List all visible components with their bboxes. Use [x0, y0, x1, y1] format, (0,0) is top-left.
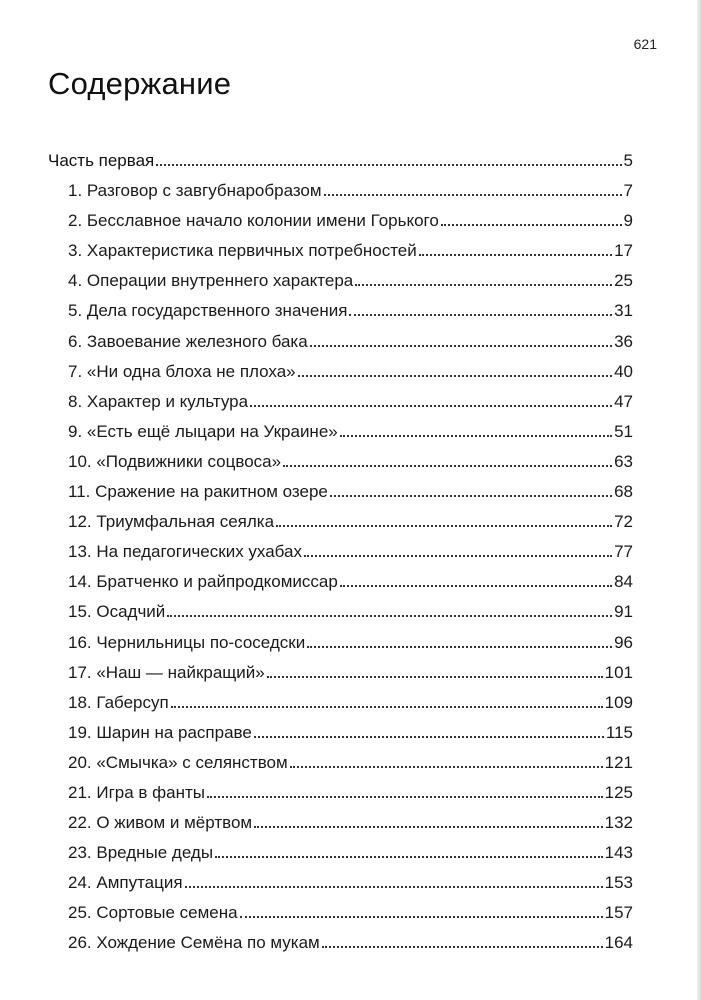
- dot-leader: [419, 254, 612, 256]
- toc-entry-title: 13. На педагогических ухабах: [68, 542, 302, 562]
- dot-leader: [290, 766, 603, 768]
- toc-entry-page-number: 153: [604, 873, 633, 893]
- toc-chapter-entry[interactable]: [48, 718, 633, 748]
- toc-entry-page-number: 164: [604, 933, 633, 953]
- toc-entry-title: 19. Шарин на расправе: [68, 722, 252, 742]
- toc-entry-page-number: 132: [604, 813, 633, 833]
- toc-entry-title: 18. Габерсуп: [68, 692, 169, 712]
- dot-leader: [254, 826, 603, 828]
- toc-chapter-entry[interactable]: [48, 688, 633, 718]
- toc-entry-page-number: 25: [614, 271, 633, 291]
- toc-entry-title: 1. Разговор с завгубнаробразом: [68, 181, 322, 201]
- toc-entry-page-number: 157: [604, 903, 633, 923]
- toc-entry-title: 11. Сражение на ракитном озере: [68, 482, 328, 502]
- toc-chapter-entry[interactable]: [48, 778, 633, 808]
- dot-leader: [304, 555, 612, 557]
- toc-chapter-entry[interactable]: [48, 748, 633, 778]
- toc-entry-title: 25. Сортовые семена: [68, 903, 238, 923]
- toc-chapter-entry[interactable]: [48, 327, 633, 357]
- toc-entry-title: 4. Операции внутреннего характера: [68, 271, 354, 291]
- toc-entry-title: 12. Триумфальная сеялка: [68, 512, 275, 532]
- toc-chapter-entry[interactable]: [48, 658, 633, 688]
- dot-leader: [240, 916, 603, 918]
- page-title: Содержание: [48, 66, 232, 101]
- toc-entry-page-number: 51: [614, 421, 633, 441]
- dot-leader: [215, 856, 603, 858]
- toc-entry-page-number: 109: [604, 692, 633, 712]
- dot-leader: [441, 224, 622, 226]
- toc-entry-page-number: 115: [605, 722, 633, 742]
- dot-leader: [355, 284, 612, 286]
- toc-entry-title: 20. «Смычка» с селянством: [68, 752, 288, 772]
- toc-entry-page-number: 63: [614, 451, 633, 471]
- toc-entry-title: 8. Характер и культура: [68, 391, 249, 411]
- toc-chapter-entry[interactable]: [48, 868, 633, 898]
- toc-entry-title: 14. Братченко и райпродкомиссар: [68, 572, 338, 592]
- toc-entry-title: 17. «Наш — найкращий»: [68, 662, 265, 682]
- toc-entry-page-number: 143: [604, 843, 633, 863]
- toc-entry-title: Часть первая: [48, 151, 155, 170]
- toc-entry-page-number: 91: [614, 602, 633, 622]
- toc-entry-title: 16. Чернильницы по-соседски: [68, 632, 306, 652]
- toc-entry-page-number: 77: [614, 542, 633, 562]
- toc-entry-title: 26. Хождение Семёна по мукам: [68, 933, 320, 953]
- toc-entry-page-number: 121: [604, 752, 633, 772]
- table-of-contents: [48, 146, 633, 959]
- toc-entry-title: 7. «Ни одна блоха не плоха»: [68, 361, 296, 381]
- toc-entry-title: 21. Игра в фанты: [68, 782, 205, 802]
- toc-entry-page-number: 40: [614, 361, 633, 381]
- dot-leader: [167, 615, 612, 617]
- toc-chapter-entry[interactable]: [48, 628, 633, 658]
- page-number: 621: [633, 36, 657, 52]
- dot-leader: [340, 435, 612, 437]
- dot-leader: [307, 646, 612, 648]
- dot-leader: [276, 525, 612, 527]
- toc-chapter-entry[interactable]: [48, 176, 633, 206]
- toc-entry-page-number: 7: [623, 181, 633, 201]
- toc-entry-page-number: 68: [614, 482, 633, 502]
- dot-leader: [330, 495, 612, 497]
- toc-chapter-entry[interactable]: [48, 808, 633, 838]
- dot-leader: [250, 405, 612, 407]
- toc-entry-title: 9. «Есть ещё лыцари на Украине»: [68, 421, 338, 441]
- toc-entry-page-number: 9: [623, 211, 633, 231]
- toc-chapter-entry[interactable]: [48, 357, 633, 387]
- toc-entry-page-number: 96: [614, 632, 633, 652]
- toc-chapter-entry[interactable]: [48, 296, 633, 326]
- dot-leader: [310, 345, 612, 347]
- dot-leader: [185, 886, 603, 888]
- toc-entry-page-number: 72: [614, 512, 633, 532]
- toc-chapter-entry[interactable]: [48, 537, 633, 567]
- dot-leader: [254, 736, 604, 738]
- toc-entry-page-number: 31: [614, 301, 633, 321]
- toc-chapter-entry[interactable]: [48, 447, 633, 477]
- page-edge: [697, 0, 701, 1000]
- toc-entry-title: 10. «Подвижники соцвоса»: [68, 451, 282, 471]
- dot-leader: [267, 676, 603, 678]
- dot-leader: [324, 194, 622, 196]
- toc-chapter-entry[interactable]: [48, 417, 633, 447]
- toc-entry-page-number: 101: [604, 662, 633, 682]
- toc-chapter-entry[interactable]: [48, 236, 633, 266]
- toc-entry-title: 23. Вредные деды: [68, 843, 214, 863]
- dot-leader: [207, 796, 603, 798]
- toc-entry-page-number: 17: [614, 241, 633, 261]
- toc-entry-title: 24. Ампутация: [68, 873, 183, 893]
- toc-entry-page-number: 84: [614, 572, 633, 592]
- dot-leader: [171, 706, 603, 708]
- dot-leader: [349, 314, 612, 316]
- toc-part-entry[interactable]: [48, 146, 633, 176]
- dot-leader: [156, 164, 621, 166]
- toc-chapter-entry[interactable]: [48, 507, 633, 537]
- toc-entry-title: 3. Характеристика первичных потребностей: [68, 241, 417, 261]
- toc-chapter-entry[interactable]: [48, 567, 633, 597]
- toc-entry-page-number: 36: [614, 331, 633, 351]
- dot-leader: [340, 585, 612, 587]
- toc-entry-title: 6. Завоевание железного бака: [68, 331, 308, 351]
- toc-entry-title: 15. Осадчий: [68, 602, 166, 622]
- toc-chapter-entry[interactable]: [48, 597, 633, 627]
- toc-chapter-entry[interactable]: [48, 477, 633, 507]
- dot-leader: [322, 946, 603, 948]
- toc-chapter-entry[interactable]: [48, 898, 633, 928]
- toc-chapter-entry[interactable]: [48, 266, 633, 296]
- toc-entry-title: 2. Бесславное начало колонии имени Горького: [68, 211, 439, 231]
- toc-chapter-entry[interactable]: [48, 206, 633, 236]
- toc-entry-page-number: 125: [604, 782, 633, 802]
- dot-leader: [283, 465, 612, 467]
- toc-entry-title: 22. О живом и мёртвом: [68, 813, 253, 833]
- dot-leader: [298, 375, 612, 377]
- toc-entry-page-number: 47: [614, 391, 633, 411]
- toc-chapter-entry[interactable]: [48, 928, 633, 958]
- toc-chapter-entry[interactable]: [48, 838, 633, 868]
- toc-entry-title: 5. Дела государственного значения: [68, 301, 348, 321]
- toc-chapter-entry[interactable]: [48, 387, 633, 417]
- toc-entry-page-number: 5: [623, 151, 633, 170]
